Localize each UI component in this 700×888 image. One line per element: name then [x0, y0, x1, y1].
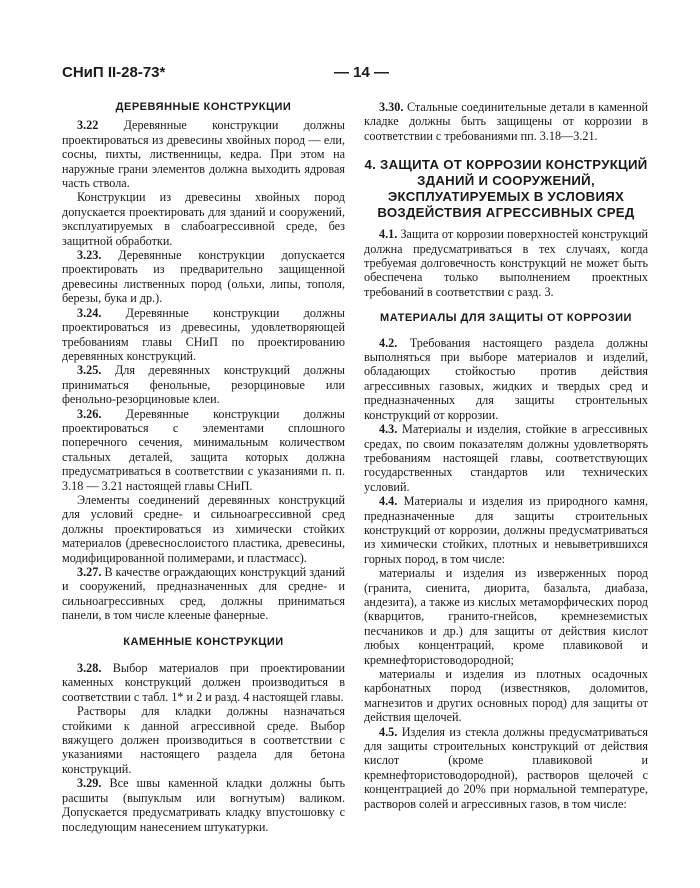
list-item: материалы и изделия из изверженных пород (гранита, сиенита, диорита, базальта, диабаза, андезита), а также из кислых метаморфических пород (кварцитов, гранито-гнейсов, кремнеземистых песчаников и др.) для защиты от действия кислот любых концентраций, кроме плавиковой и кремнефтористоводородной; [364, 566, 648, 667]
section-heading-4: 4. ЗАЩИТА ОТ КОРРОЗИИ КОНСТРУКЦИЙ ЗДАНИЙ И СООРУЖЕНИЙ, ЭКСПЛУАТИРУЕМЫХ В УСЛОВИЯХ ВОЗДЕЙСТВИЯ АГРЕССИВНЫХ СРЕД [364, 157, 648, 221]
paragraph-3-23: 3.23. Деревянные конструкции допускается проектировать из предварительно защищенной древесины лиственных пород (ольхи, липы, тополя, березы, бука и др.). [62, 248, 345, 306]
paragraph-3-28: 3.28. Выбор материалов при проектировании каменных конструкций должен производиться в соответствии с табл. 1* и 2 и разд. 4 настоящей главы. [62, 661, 345, 704]
paragraph-3-24: 3.24. Деревянные конструкции должны проектироваться из древесины, удовлетворяющей требованиям главы СНиП по проектированию деревянных конструкций. [62, 305, 345, 363]
paragraph-4-2: 4.2. Требования настоящего раздела должны выполняться при выборе материалов и изделий, обладающих стойкостью против действия агрессивных газовых, жидких и твердых сред и предназначенных для защиты стронтельных конструкций от коррозии. [364, 335, 648, 422]
right-column [364, 100, 648, 811]
page-number: — 14 — [334, 64, 390, 81]
paragraph-4-4: 4.4. Материалы и изделия из природного камня, предназначенные для защиты строительных конструкций от коррозии, должны предусматриваться из химически стойких, плотных и невыветрившихся горных пород, в том числе: [364, 494, 648, 566]
paragraph-4-5: 4.5. Изделия из стекла должны предусматриваться для защиты строительных конструкций от действия кислот (кроме плавиковой и кремнефтористоводородной), растворов щелочей с концентрацией до 20% при нормальной температуре, растворов солей и агрессивных газов, в том числе: [364, 724, 649, 811]
paragraph-3-29: 3.29. Все швы каменной кладки должны быть расшиты (выпуклым или вогнутым) валиком. Допускается предусматривать кладку впустошовку с последующим нанесением штукатурки. [62, 776, 346, 834]
document-code: СНиП II-28-73* [62, 64, 166, 81]
paragraph: Элементы соединений деревянных конструкций для условий средне- и сильноагрессивной сред должны проектироваться из химически стойких материалов (древеснослоистого пластика, древесины, модифицированной полимерами, и пластмасс). [62, 492, 345, 565]
paragraph-3-26: 3.26. Деревянные конструкции должны проектироваться с элементами сплошного поперечного сечения, минимальным количеством стальных деталей, защита которых должна предусматриваться в соответствии с указаниями п. п. 3.18 — 3.21 настоящей главы СНиП. [62, 406, 345, 493]
heading-stone-structures: КАМЕННЫЕ КОНСТРУКЦИИ [123, 635, 284, 648]
paragraph-3-27: 3.27. В качестве ограждающих конструкций зданий и сооружений, предназначенных для средне- и сильноагрессивных сред, должны приниматься панели, в том числе клееные фанерные. [62, 565, 346, 623]
paragraph-4-1: 4.1. Защита от коррозии поверхностей конструкций должна предусматриваться в тех случаях, когда требуемая долговечность конструкций не может быть обеспечена только выполнением проектных требований в соответствии с разд. 3. [364, 227, 649, 299]
paragraph-3-30: 3.30. Стальные соединительные детали в каменной кладке должны быть защищены от коррозии в соответствии с требованиями пп. 3.18—3.21. [364, 100, 649, 143]
heading-protection-materials: МАТЕРИАЛЫ ДЛЯ ЗАЩИТЫ ОТ КОРРОЗИИ [380, 312, 632, 325]
list-item: материалы и изделия из плотных осадочных карбонатных пород (известняков, доломитов, магнезитов и других основных пород) для защиты от действия щелочей. [364, 667, 648, 725]
heading-wood-structures: ДЕРЕВЯННЫЕ КОНСТРУКЦИИ [115, 101, 292, 113]
left-column [62, 100, 345, 834]
paragraph: Конструкции из древесины хвойных пород допускается проектировать для зданий и сооружений, эксплуатируемых в слабоагрессивной среде, без защитной обработки. [62, 190, 345, 248]
paragraph-3-25: 3.25. Для деревянных конструкций должны приниматься фенольные, резорциновые или фенольно-резорциновые клеи. [62, 363, 345, 407]
paragraph-3-22: 3.22 Деревянные конструкции должны проектироваться из древесины хвойных пород — ели, сосны, пихты, лиственницы, кедра. При этом на наружные грани элементов должна выходить ядровая часть ствола. [62, 118, 345, 191]
paragraph-4-3: 4.3. Материалы и изделия, стойкие в агрессивных средах, по своим показателям должны удовлетворять требованиям настоящей главы, соответствующих государственных стандартов или технических условий. [364, 422, 648, 494]
page-header [62, 64, 648, 84]
paragraph: Растворы для кладки должны назначаться стойкими к данной агрессивной среде. Выбор вяжущего должен производиться в соответствии с указаниями настоящего раздела для бетона конструкций. [62, 704, 345, 776]
